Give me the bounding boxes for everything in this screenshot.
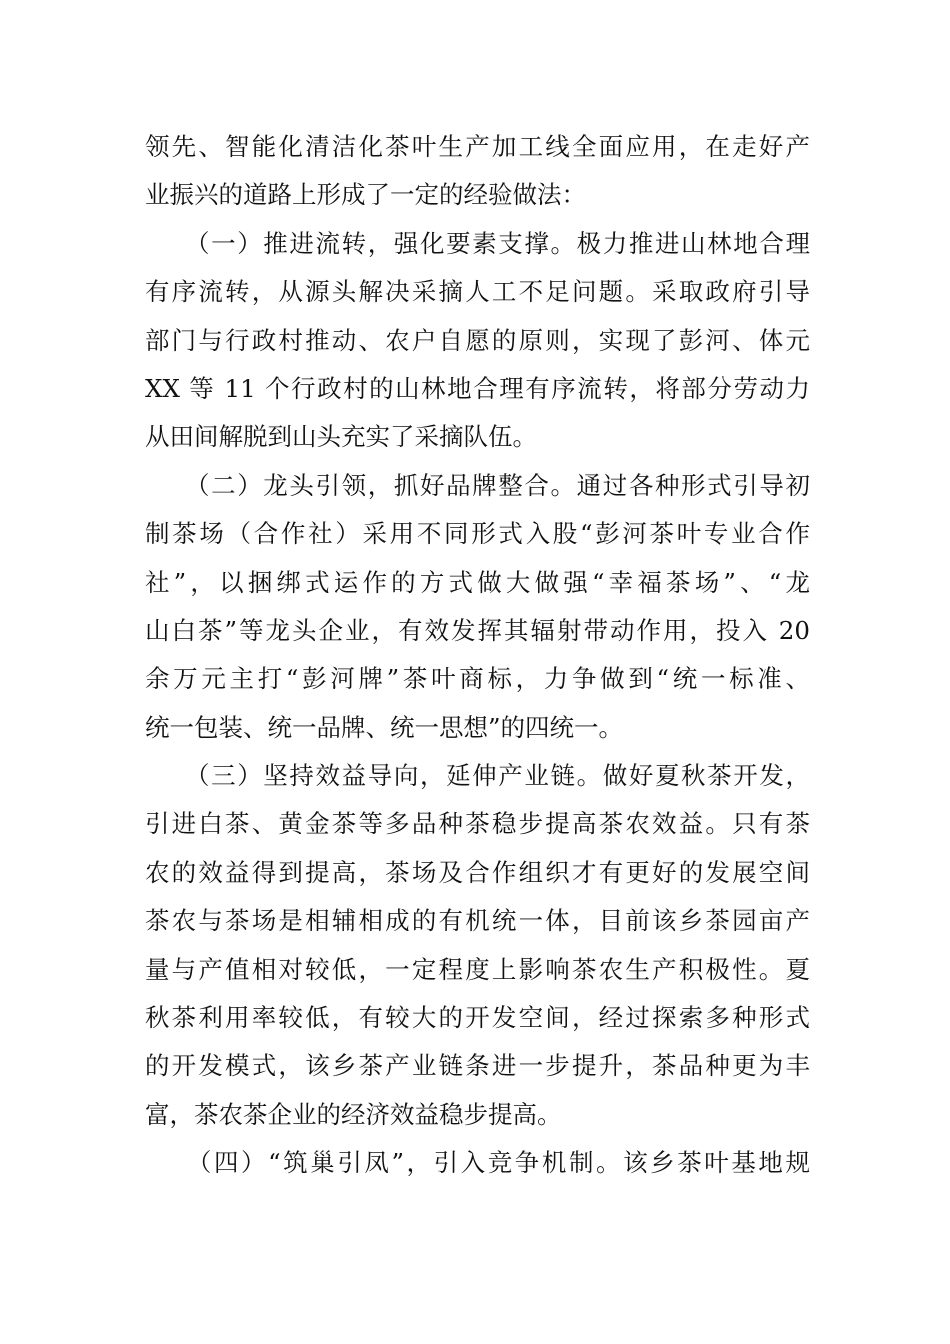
text-line: 山白茶”等龙头企业，有效发挥其辐射带动作用，投入 20 [145, 615, 810, 645]
text-line: 量与产值相对较低，一定程度上影响茶农生产积极性。夏 [145, 954, 810, 984]
text-line: 有序流转，从源头解决采摘人工不足问题。采取政府引导 [145, 277, 810, 307]
paragraph-two-start: （二）龙头引领，抓好品牌整合。通过各种形式引导初 [145, 470, 810, 500]
paragraph-four-start: （四）“筑巢引凤”，引入竞争机制。该乡茶叶基地规 [145, 1148, 810, 1178]
text-line: XX 等 11 个行政村的山林地合理有序流转，将部分劳动力 [145, 373, 810, 403]
paragraph-three-start: （三）坚持效益导向，延伸产业链。做好夏秋茶开发， [145, 761, 810, 791]
text-line: 领先、智能化清洁化茶叶生产加工线全面应用，在走好产 [145, 132, 810, 161]
text-line: 制茶场（合作社）采用不同形式入股“彭河茶叶专业合作 [145, 519, 810, 549]
text-line: 社”，以捆绑式运作的方式做大做强“幸福茶场”、“龙 [145, 567, 810, 597]
paragraph-one-start: （一）推进流转，强化要素支撑。极力推进山林地合理 [145, 228, 810, 258]
text-line: 茶农与茶场是相辅相成的有机统一体，目前该乡茶园亩产 [145, 906, 810, 936]
text-line: 部门与行政村推动、农户自愿的原则，实现了彭河、体元 [145, 325, 810, 355]
text-line: 余万元主打“彭河牌”茶叶商标，力争做到“统一标准、 [145, 664, 810, 694]
text-line: 业振兴的道路上形成了一定的经验做法： [145, 180, 586, 210]
text-line: 农的效益得到提高，茶场及合作组织才有更好的发展空间 [145, 857, 810, 887]
text-line: 统一包装、统一品牌、统一思想”的四统一。 [145, 712, 624, 742]
text-line: 秋茶利用率较低，有较大的开发空间，经过探索多种形式 [145, 1003, 810, 1033]
text-line: 富，茶农茶企业的经济效益稳步提高。 [145, 1099, 562, 1129]
text-line: 从田间解脱到山头充实了采摘队伍。 [145, 422, 537, 452]
text-line: 的开发模式，该乡茶产业链条进一步提升，茶品种更为丰 [145, 1051, 810, 1081]
document-body [145, 128, 810, 1193]
text-line: 引进白茶、黄金茶等多品种茶稳步提高茶农效益。只有茶 [145, 809, 810, 839]
